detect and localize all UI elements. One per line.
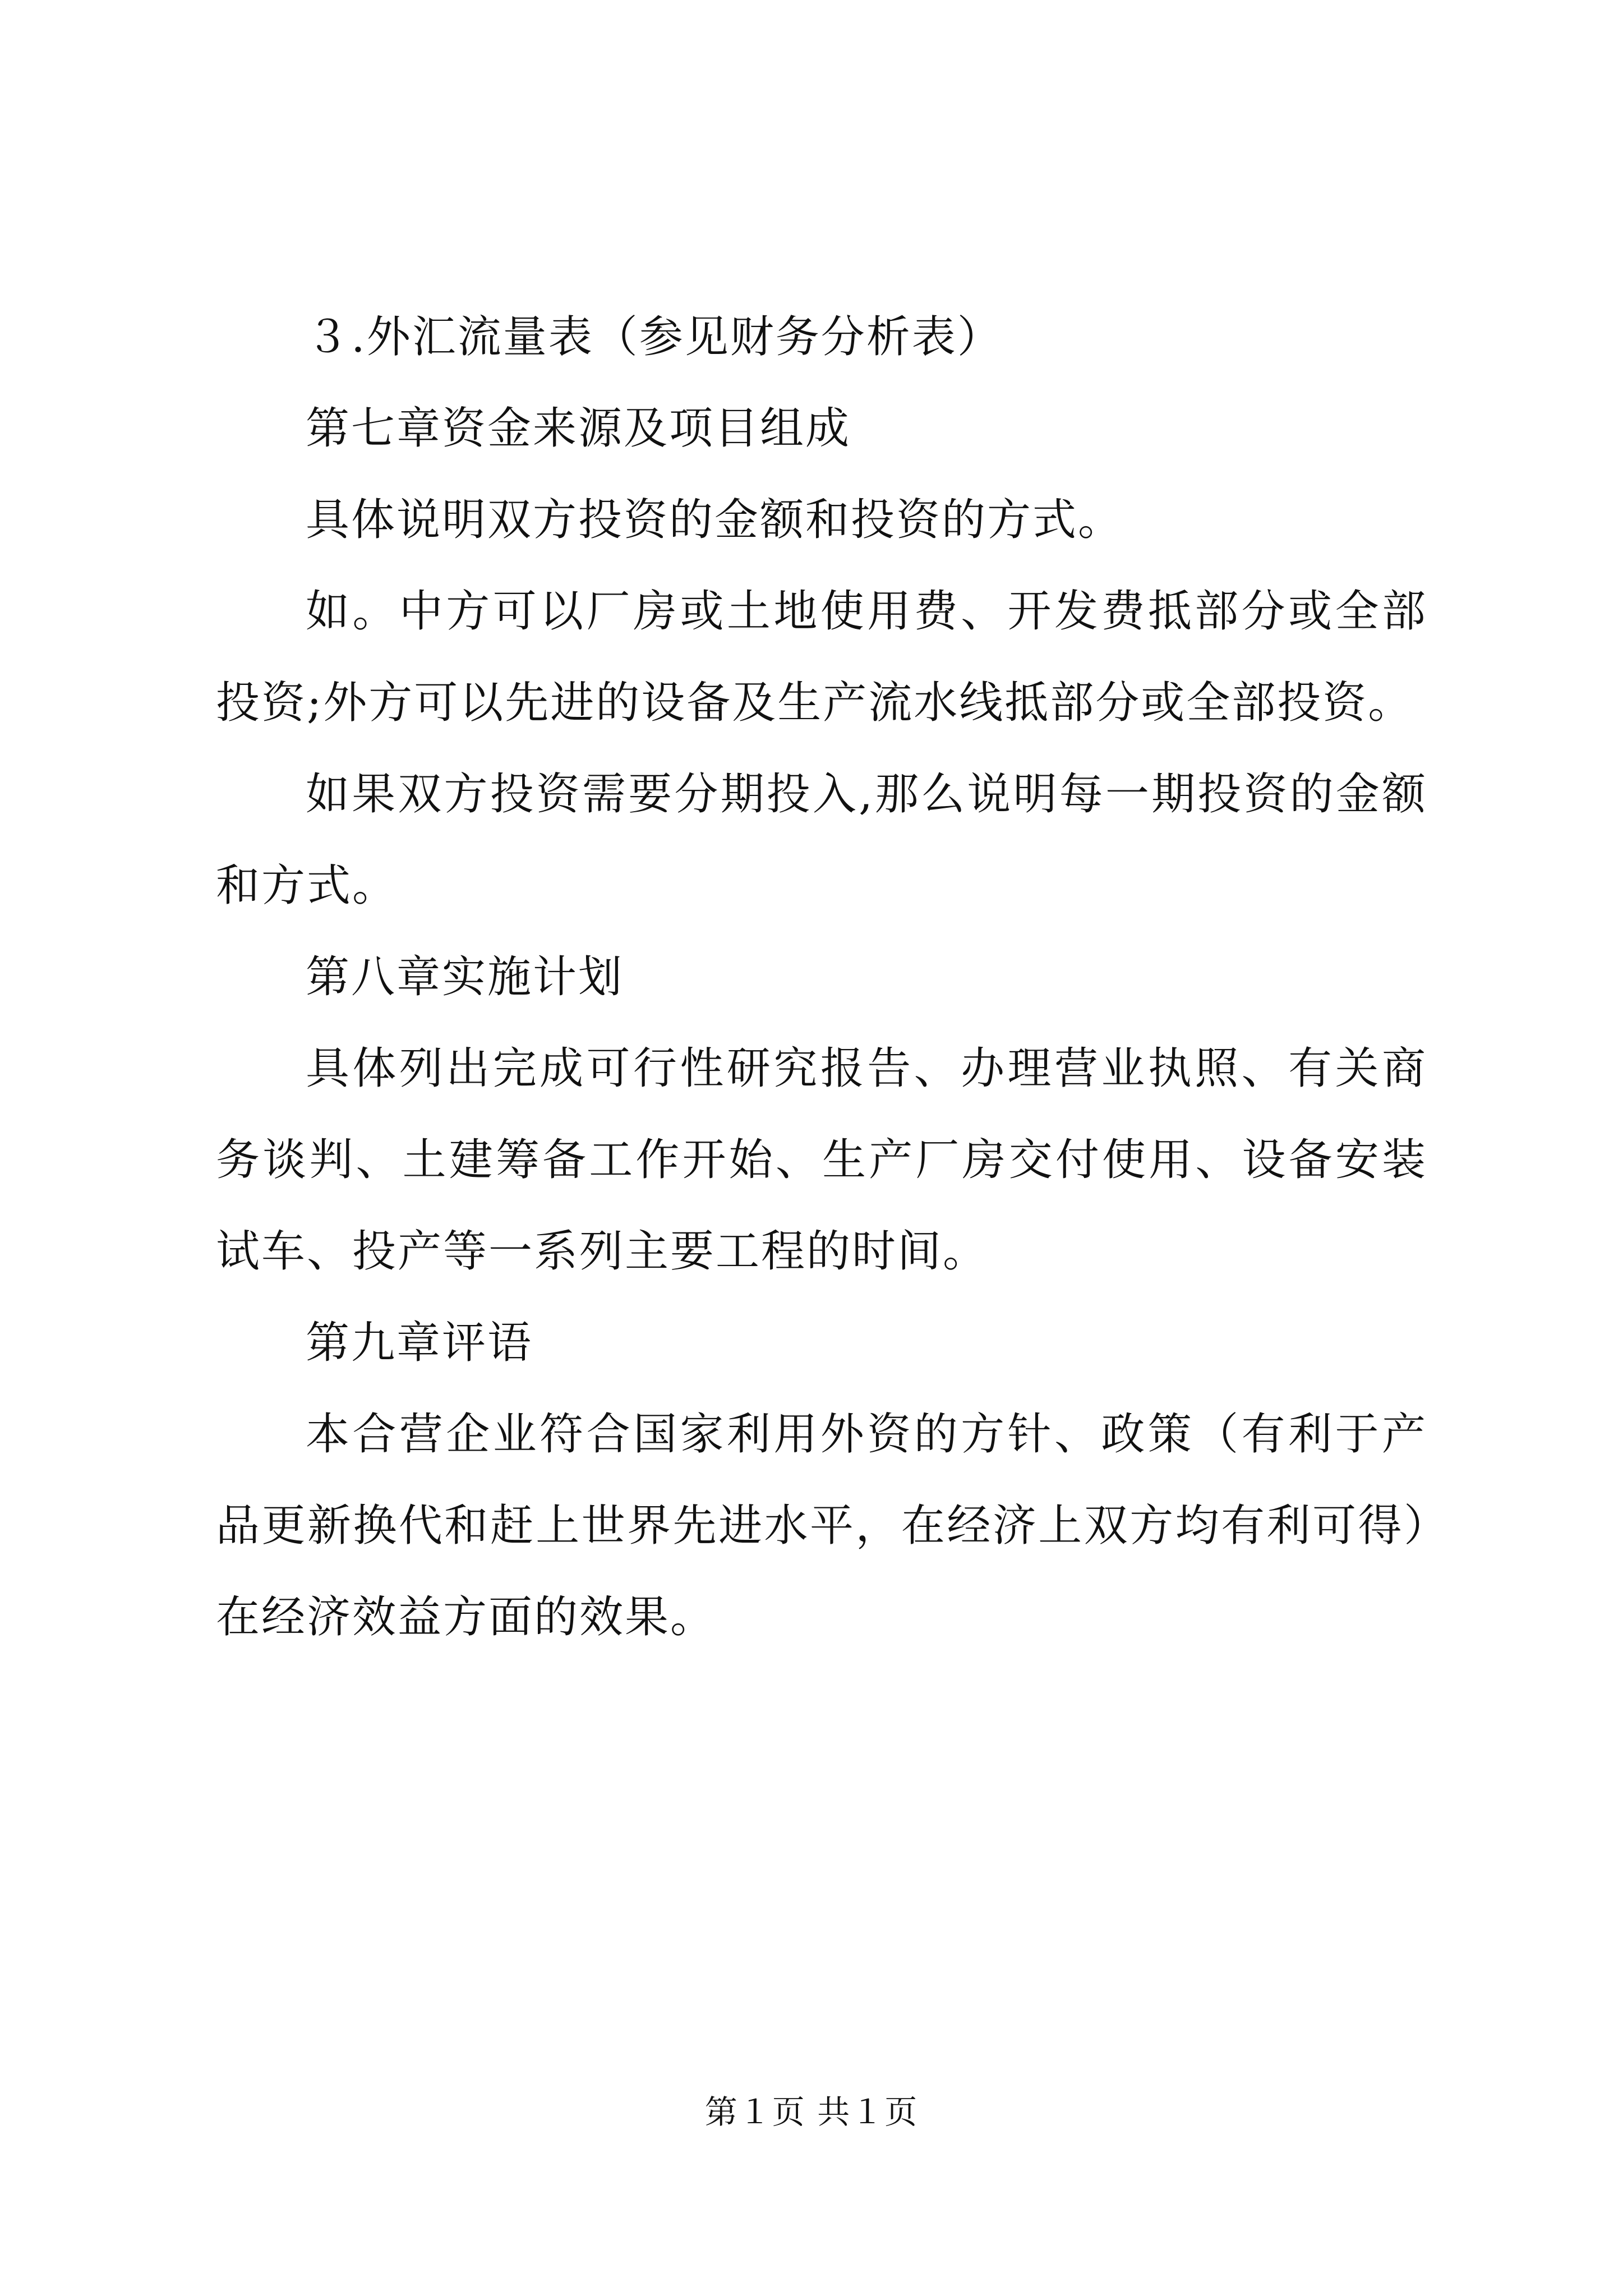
chapter-7-heading: 第七章资金来源及项目组成 (306, 403, 851, 454)
paragraph-implementation-plan: 具体列出完成可行性研究报告、办理营业执照、有关商务谈判、土建筹备工作开始、生产厂房交付使用、设备安装试车、投产等一系列主要工程的时间。 (216, 1043, 1427, 1277)
paragraph-foreign-exchange-table: ３.外汇流量表（参见财务分析表） (306, 312, 1003, 362)
chapter-8-heading: 第八章实施计划 (306, 952, 624, 1002)
page-number-footer: 第１页 共１页 (704, 2093, 919, 2131)
paragraph-phased-investment: 如果双方投资需要分期投入,那么说明每一期投资的金额和方式。 (216, 769, 1427, 911)
paragraph-investment-amount: 具体说明双方投资的金额和投资的方式。 (306, 495, 1124, 545)
document-body (216, 292, 1427, 1663)
paragraph-evaluation: 本合营企业符合国家利用外资的方针、政策（有利于产品更新换代和赶上世界先进水平，在经济上双方均有利可得）在经济效益方面的效果。 (216, 1409, 1427, 1642)
paragraph-investment-example: 如。中方可以厂房或土地使用费、开发费抵部分或全部投资;外方可以先进的设备及生产流水线抵部分或全部投资。 (216, 586, 1427, 728)
chapter-9-heading: 第九章评语 (306, 1318, 533, 1368)
